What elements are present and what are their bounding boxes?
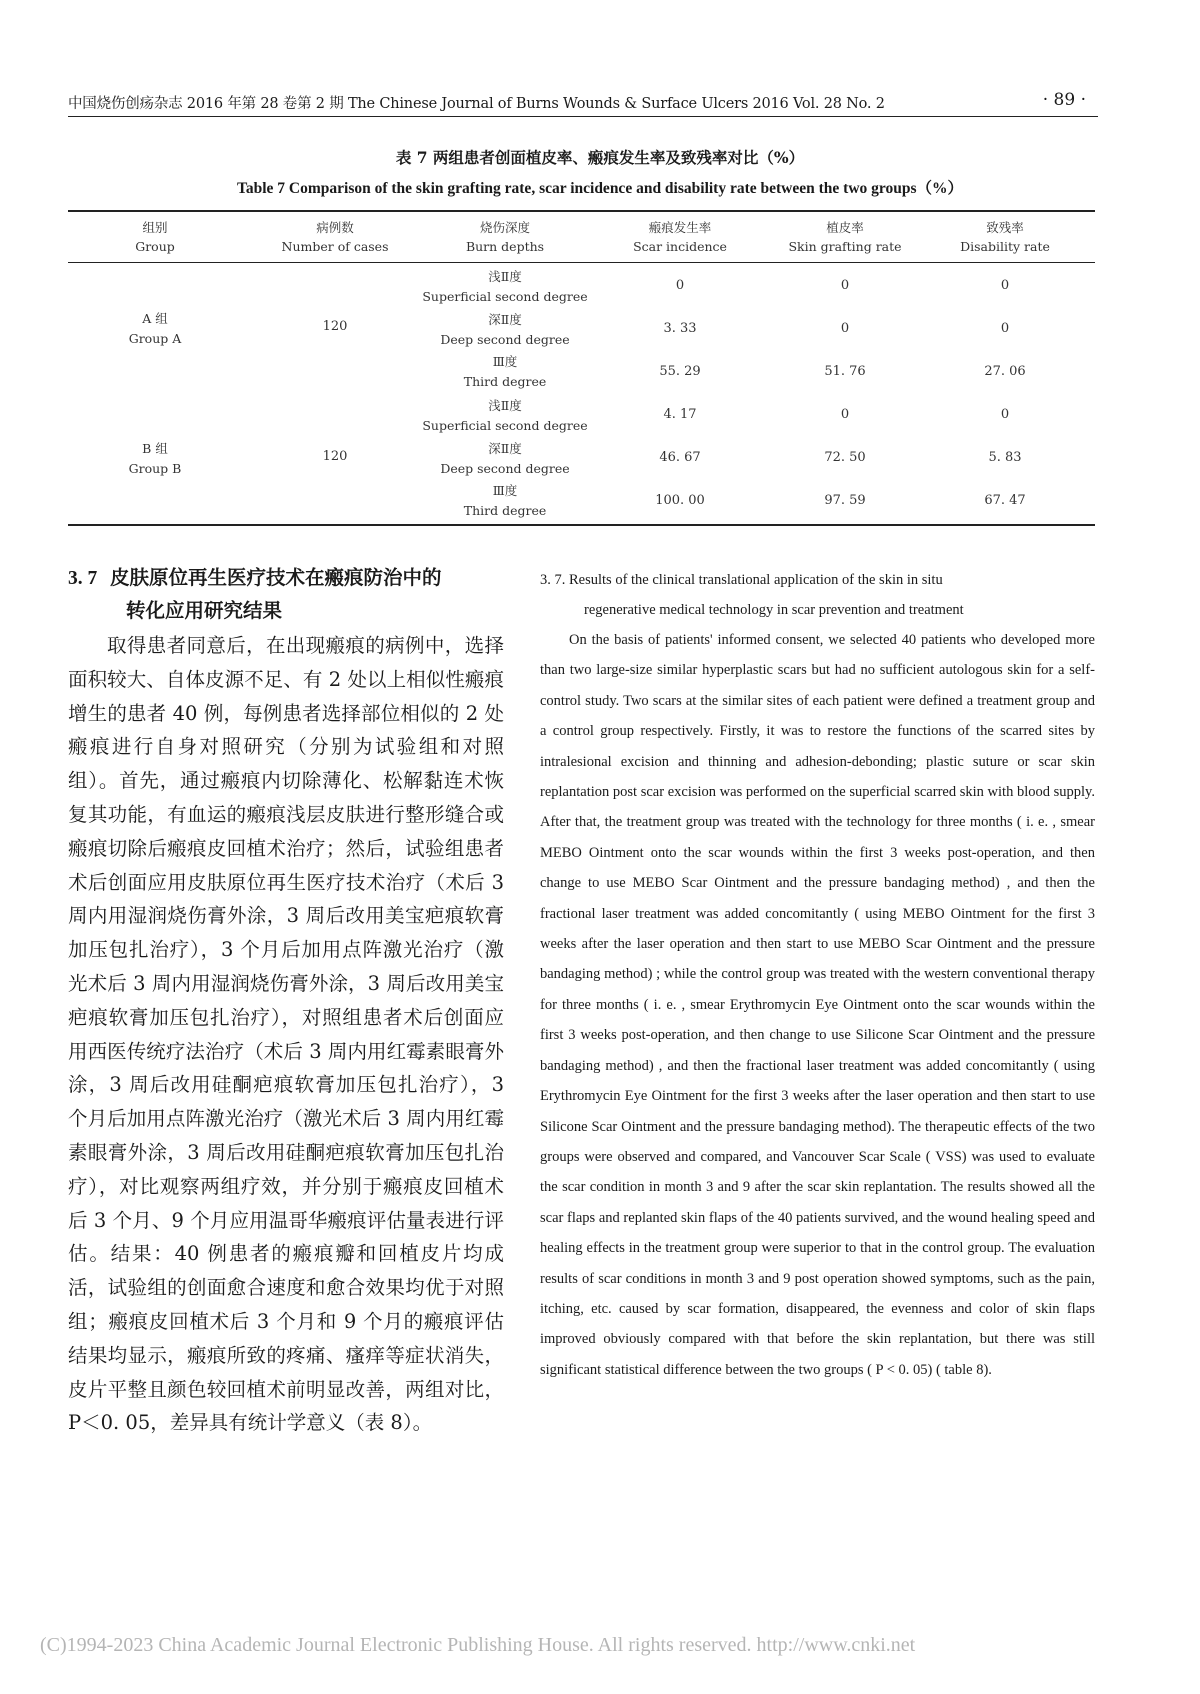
copyright-footer: (C)1994-2023 China Academic Journal Electronic Publishing House. All rights reserved. http://www.cnki.net — [40, 1634, 916, 1656]
group-b-label — [100, 439, 210, 479]
table-row-depth — [410, 352, 600, 392]
scar-cell: 3. 33 — [663, 321, 697, 336]
graft-cell: 72. 50 — [824, 450, 866, 465]
section-title-line1: 3. 7. Results of the clinical translational application of the skin in situ — [540, 572, 943, 588]
table-caption-en: Table 7 Comparison of the skin grafting rate, scar incidence and disability rate between the two groups（%） — [236, 180, 964, 197]
table-header-cases — [250, 218, 420, 256]
section-title-line2: regenerative medical technology in scar prevention and treatment — [584, 602, 964, 618]
graft-cell: 0 — [840, 321, 850, 336]
header-cn: 植皮率 — [826, 220, 864, 235]
scar-cell: 100. 00 — [655, 493, 705, 508]
depth-en: Third degree — [463, 374, 547, 389]
depth-en: Deep second degree — [440, 332, 570, 347]
group-cn: B 组 — [142, 441, 168, 456]
depth-cn: 浅Ⅱ度 — [488, 398, 522, 413]
group-b-cases: 120 — [322, 449, 348, 464]
table-row-depth — [410, 396, 600, 436]
table-header-disability — [930, 218, 1080, 256]
table-row-depth — [410, 439, 600, 479]
header-cn: 瘢痕发生率 — [648, 220, 712, 235]
table-header-group — [100, 218, 210, 256]
header-en: Group — [135, 239, 175, 254]
disability-cell: 5. 83 — [988, 450, 1022, 465]
body-text-cn: 取得患者同意后，在出现瘢痕的病例中，选择面积较大、自体皮源不足、有 2 处以上相似性瘢痕增生的患者 40 例，每例患者选择部位相似的 2 处瘢痕进行自身对照研究（分别为试验组和对照组）。首先，通过瘢痕内切除薄化、松解黏连术恢复其功能，有血运的瘢痕浅层皮肤进行整形缝合或瘢痕切除后瘢痕皮回植术治疗；然后，试验组患者术后创面应用皮肤原位再生医疗技术治疗（术后 3 周内用湿润烧伤膏外涂，3 周后改用美宝疤痕软膏加压包扎治疗），3 个月后加用点阵激光治疗（激光术后 3 周内用湿润烧伤膏外涂，3 周后改用美宝疤痕软膏加压包扎治疗），对照组患者术后创面应用西医传统疗法治疗（术后 3 周内用红霉素眼膏外涂，3 周后改用硅酮疤痕软膏加压包扎治疗），3 个月后加用点阵激光治疗（激光术后 3 周内用红霉素眼膏外涂，3 周后改用硅酮疤痕软膏加压包扎治疗），对比观察两组疗效，并分别于瘢痕皮回植术后 3 个月、9 个月应用温哥华瘢痕评估量表进行评估。结果：40 例患者的瘢痕瓣和回植皮片均成活，试验组的创面愈合速度和愈合效果均优于对照组；瘢痕皮回植术后 3 个月和 9 个月的瘢痕评估结果均显示，瘢痕所致的疼痛、瘙痒等症状消失，皮片平整且颜色较回植术前明显改善，两组对比，P＜0. 05，差异具有统计学意义（表 8）。 — [68, 634, 504, 1435]
table-top-rule — [68, 210, 1095, 212]
table-row-depth — [410, 310, 600, 350]
table-header-graft — [760, 218, 930, 256]
depth-cn: Ⅲ度 — [492, 354, 518, 369]
scar-cell: 46. 67 — [659, 450, 701, 465]
depth-cn: Ⅲ度 — [492, 483, 518, 498]
table-bottom-rule — [68, 524, 1095, 526]
table-header-scar — [600, 218, 760, 256]
table-caption-cn: 表 7 两组患者创面植皮率、瘢痕发生率及致残率对比（%） — [395, 148, 805, 167]
header-cn: 致残率 — [986, 220, 1024, 235]
disability-cell: 27. 06 — [984, 364, 1026, 379]
journal-header: 中国烧伤创疡杂志 2016 年第 28 卷第 2 期 The Chinese Journal of Burns Wounds & Surface Ulcers 2016 Vol. 28 No. 2 — [68, 96, 885, 112]
table-header-rule — [68, 262, 1095, 263]
table-row-depth — [410, 267, 600, 307]
running-header — [68, 92, 1098, 117]
disability-cell: 67. 47 — [984, 493, 1026, 508]
graft-cell: 0 — [840, 278, 850, 293]
group-a-cases: 120 — [322, 319, 348, 334]
scar-cell: 0 — [675, 278, 685, 293]
disability-cell: 0 — [1000, 407, 1010, 422]
header-en: Scar incidence — [633, 239, 727, 254]
disability-cell: 0 — [1000, 278, 1010, 293]
depth-en: Superficial second degree — [422, 418, 588, 433]
graft-cell: 97. 59 — [824, 493, 866, 508]
graft-cell: 51. 76 — [824, 364, 866, 379]
page-number: · 89 · — [1042, 90, 1086, 110]
header-cn: 烧伤深度 — [479, 220, 530, 235]
group-en: Group A — [128, 331, 182, 346]
group-cn: A 组 — [142, 311, 168, 326]
section-title-line1: 皮肤原位再生医疗技术在瘢痕防治中的 — [110, 566, 442, 589]
depth-en: Deep second degree — [440, 461, 570, 476]
section-heading-en — [540, 565, 1095, 625]
section-heading-cn — [68, 562, 538, 627]
section-number: 3. 7 — [68, 568, 98, 589]
scar-cell: 55. 29 — [659, 364, 701, 379]
group-a-label — [100, 309, 210, 349]
depth-cn: 深Ⅱ度 — [488, 312, 522, 327]
header-en: Number of cases — [281, 239, 389, 254]
disability-cell: 0 — [1000, 321, 1010, 336]
header-cn: 病例数 — [316, 220, 354, 235]
header-en: Burn depths — [465, 239, 545, 254]
body-text-en: On the basis of patients' informed consent, we selected 40 patients who developed more than two large-size similar hyperplastic scars but had no sufficient autologous skin for a self-control study. Two scars at the similar sites of each patient were defined a treatment group and a control group respectively. Firstly, it was to restore the functions of the scarred sites by intralesional excision and thinning and adhesion-debonding; plastic suture or scar skin replantation post scar excision was performed on the superficial scarred skin with blood supply. After that, the treatment group was treated with the technology for three months ( i. e. , smear MEBO Ointment onto the scar wounds within the first 3 weeks post-operation, and then change to use MEBO Scar Ointment and the pressure bandaging method) , and then the fractional laser treatment was added concomitantly ( using MEBO Ointment for the first 3 weeks after the laser operation and then start to use MEBO Scar Ointment and the pressure bandaging method) ; while the control group was treated with the western conventional therapy for three months ( i. e. , smear Erythromycin Eye Ointment onto the scar wounds within the first 3 weeks post-operation, and then change to use Silicone Scar Ointment and the pressure bandaging method) , and then the fractional laser treatment was added concomitantly ( using Erythromycin Eye Ointment for the first 3 weeks after the laser operation and then start to use Silicone Scar Ointment and the pressure bandaging method). The therapeutic effects of the two groups were observed and compared, and Vancouver Scar Scale ( VSS) was used to evaluate the scar condition in month 3 and 9 after the scar skin replantation. The results showed all the scar flaps and replanted skin flaps of the 40 patients survived, and the wound healing speed and healing effects in the treatment group were superior to that in the control group. The evaluation results of scar conditions in month 3 and 9 post operation showed symptoms, such as the pain, itching, etc. caused by scar formation, disappeared, the evenness and color of skin flaps improved obviously compared with that before the skin replantation, but there was still significant statistical difference between the two groups ( P < 0. 05) ( table 8). — [540, 632, 1095, 1378]
header-en: Skin grafting rate — [788, 239, 902, 254]
table-row-depth — [410, 481, 600, 521]
depth-en: Third degree — [463, 503, 547, 518]
header-en: Disability rate — [960, 239, 1050, 254]
scar-cell: 4. 17 — [663, 407, 697, 422]
section-title-line2: 转化应用研究结果 — [126, 599, 283, 622]
header-cn: 组别 — [142, 220, 168, 235]
group-en: Group B — [128, 461, 182, 476]
depth-cn: 浅Ⅱ度 — [488, 269, 522, 284]
depth-en: Superficial second degree — [422, 289, 588, 304]
graft-cell: 0 — [840, 407, 850, 422]
table-header-depth — [410, 218, 600, 256]
depth-cn: 深Ⅱ度 — [488, 441, 522, 456]
